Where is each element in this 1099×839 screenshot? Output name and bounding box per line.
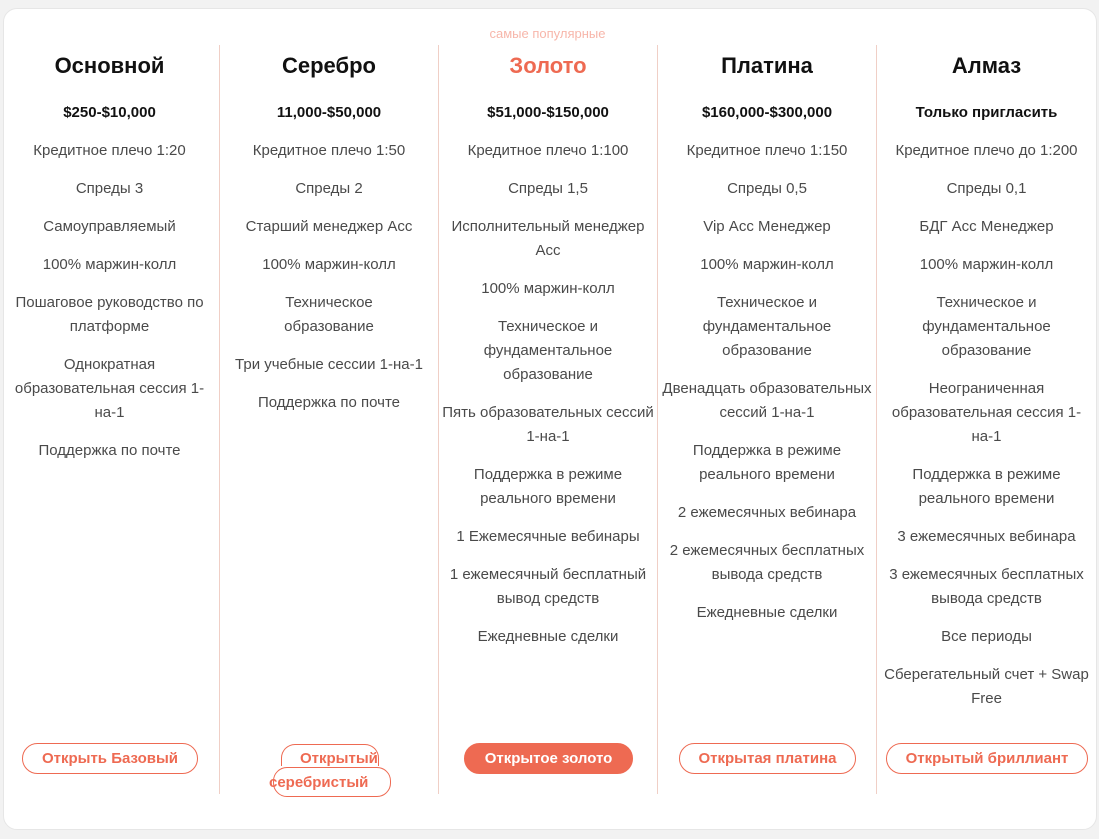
open-gold-button[interactable]: Открытое золото xyxy=(464,743,633,774)
plan-column-diamond xyxy=(876,45,1096,794)
feature-item: Спреды 0,5 xyxy=(727,180,807,197)
feature-item: Кредитное плечо 1:100 xyxy=(467,142,629,159)
plan-price: $51,000-$150,000 xyxy=(487,104,609,121)
plan-price: 11,000-$50,000 xyxy=(276,104,382,121)
plan-column-gold xyxy=(438,45,657,794)
feature-item: Поддержка в режиме реального времени xyxy=(912,466,1061,507)
feature-list xyxy=(877,139,1096,725)
open-platinum-button[interactable]: Открытая платина xyxy=(679,743,856,774)
feature-item: 3 ежемесячных вебинара xyxy=(897,528,1076,545)
plan-price: $250-$10,000 xyxy=(63,104,156,121)
most-popular-label: самые популярные xyxy=(489,26,606,41)
feature-item: 100% маржин-колл xyxy=(42,256,177,273)
feature-item: 3 ежемесячных бесплатных вывода средств xyxy=(889,566,1084,607)
plan-column-basic xyxy=(0,45,219,794)
feature-item: Техническое и фундаментальное образование xyxy=(483,318,613,383)
feature-item: Спреды 1,5 xyxy=(508,180,588,197)
feature-item: 100% маржин-колл xyxy=(262,256,396,273)
feature-item: Пять образовательных сессий 1-на-1 xyxy=(442,404,654,445)
feature-list xyxy=(439,139,657,663)
plan-column-platinum xyxy=(657,45,876,794)
feature-item: Три учебные сессии 1-на-1 xyxy=(235,356,423,373)
feature-item: 1 Ежемесячные вебинары xyxy=(456,528,640,545)
open-silver-button[interactable] xyxy=(273,767,391,797)
feature-item: Сберегательный счет + Swap Free xyxy=(884,666,1089,707)
feature-item: Однократная образовательная сессия 1-на-1 xyxy=(14,356,205,421)
plan-name: Платина xyxy=(721,53,813,78)
feature-item: Поддержка в режиме реального времени xyxy=(692,442,842,483)
plan-name: Серебро xyxy=(282,53,376,78)
feature-item: Спреды 2 xyxy=(295,180,363,197)
feature-item: Кредитное плечо 1:50 xyxy=(252,142,406,159)
feature-item: Неограниченная образовательная сессия 1-на-1 xyxy=(891,380,1082,445)
open-basic-button[interactable]: Открыть Базовый xyxy=(22,743,198,774)
plan-price: Только пригласить xyxy=(915,104,1058,121)
feature-item: Кредитное плечо до 1:200 xyxy=(895,142,1078,159)
feature-item: 2 ежемесячных бесплатных вывода средств xyxy=(669,542,865,583)
plan-price: $160,000-$300,000 xyxy=(701,104,833,121)
open-silver-label-line1: Открытый xyxy=(300,750,378,767)
plan-name: Алмаз xyxy=(951,53,1022,78)
feature-item: Двенадцать образовательных сессий 1-на-1 xyxy=(662,380,872,421)
feature-item: Все периоды xyxy=(941,628,1032,645)
feature-item: 2 ежемесячных вебинара xyxy=(677,504,857,521)
plan-name: Золото xyxy=(509,53,587,78)
feature-item: Спреды 3 xyxy=(75,180,144,197)
feature-item: Техническое и фундаментальное образование xyxy=(702,294,832,359)
plan-column-silver xyxy=(219,45,438,794)
feature-item: Поддержка в режиме реального времени xyxy=(473,466,623,507)
feature-item: Кредитное плечо 1:20 xyxy=(33,142,186,159)
feature-item: Поддержка по почте xyxy=(257,394,401,411)
plan-name: Основной xyxy=(54,53,165,78)
feature-item: Техническое и фундаментальное образование xyxy=(922,294,1051,359)
feature-item: Поддержка по почте xyxy=(38,442,181,459)
open-silver-label-line2: серебристый xyxy=(269,774,369,791)
feature-item: 100% маржин-колл xyxy=(919,256,1054,273)
feature-item: Ежедневные сделки xyxy=(477,628,619,645)
feature-item: Спреды 0,1 xyxy=(946,180,1027,197)
feature-item: Исполнительный менеджер Асс xyxy=(451,218,645,259)
feature-list xyxy=(220,139,438,429)
feature-item: 100% маржин-колл xyxy=(481,280,615,297)
feature-list xyxy=(658,139,876,639)
feature-item: Старший менеджер Асс xyxy=(245,218,413,235)
feature-item: Самоуправляемый xyxy=(43,218,176,235)
feature-item: Техническое образование xyxy=(284,294,374,335)
feature-list xyxy=(0,139,219,477)
feature-item: Ежедневные сделки xyxy=(696,604,838,621)
feature-item: Кредитное плечо 1:150 xyxy=(686,142,848,159)
feature-item: Vip Асс Менеджер xyxy=(703,218,831,235)
feature-item: 100% маржин-колл xyxy=(700,256,834,273)
open-silver-button-top[interactable] xyxy=(281,744,379,766)
feature-item: 1 ежемесячный бесплатный вывод средств xyxy=(449,566,647,607)
feature-item: БДГ Асс Менеджер xyxy=(919,218,1054,235)
feature-item: Пошаговое руководство по платформе xyxy=(15,294,204,335)
open-diamond-button[interactable]: Открытый бриллиант xyxy=(886,743,1088,774)
